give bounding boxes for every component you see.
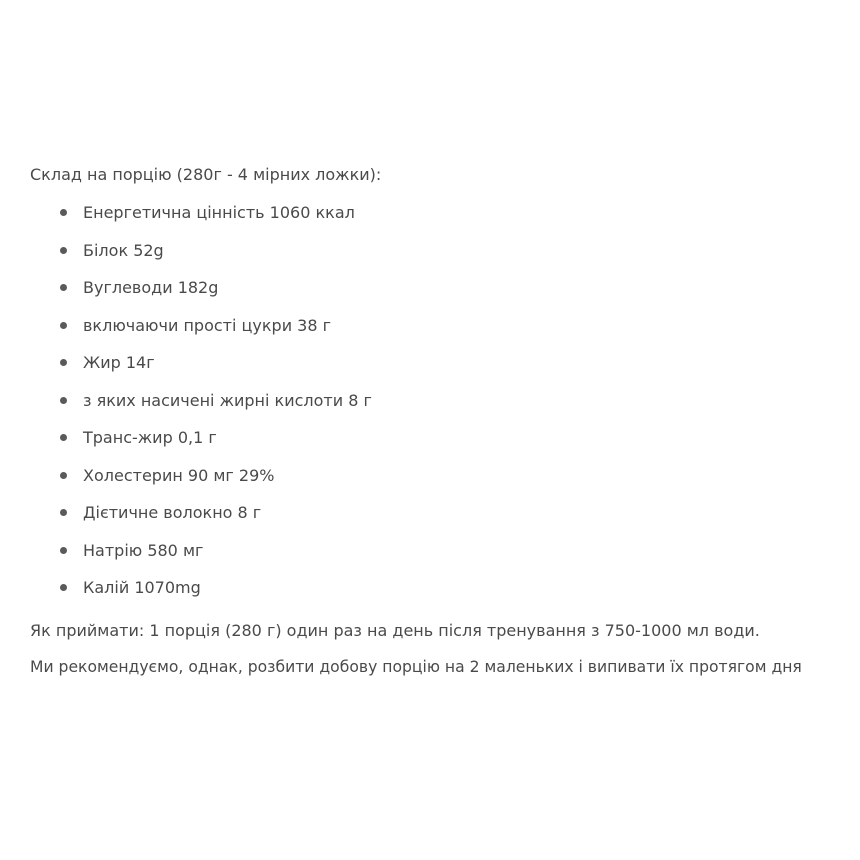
list-item xyxy=(30,269,845,307)
list-item xyxy=(30,532,845,570)
list-item xyxy=(30,307,845,345)
list-item-text: Натрію 580 мг xyxy=(83,540,204,560)
list-item-text: Жир 14г xyxy=(83,353,155,372)
bullet-icon xyxy=(60,247,67,254)
list-item xyxy=(30,569,845,607)
bullet-icon xyxy=(60,434,67,441)
recommendation-text: Ми рекомендуємо, однак, розбити добову порцію на 2 маленьких і випивати їх протягом дня xyxy=(30,657,802,676)
list-item-text: Дієтичне волокно 8 г xyxy=(83,503,262,522)
usage-instructions: Як приймати: 1 порція (280 г) один раз на день після тренування з 750-1000 мл води. xyxy=(30,620,760,640)
bullet-icon xyxy=(60,584,67,591)
list-item-text: Вуглеводи 182g xyxy=(83,278,219,297)
list-item-text: Калій 1070mg xyxy=(83,578,201,597)
bullet-icon xyxy=(60,547,67,554)
list-item-text: Білок 52g xyxy=(83,240,164,260)
bullet-icon xyxy=(60,472,67,479)
list-item xyxy=(30,344,845,382)
list-item-text: Транс-жир 0,1 г xyxy=(83,428,217,447)
list-item-text: Енергетична цінність 1060 ккал xyxy=(83,203,355,222)
list-item-text: включаючи прості цукри 38 г xyxy=(83,315,332,335)
product-composition xyxy=(30,164,845,678)
bullet-icon xyxy=(60,509,67,516)
list-item xyxy=(30,382,845,420)
list-item xyxy=(30,494,845,532)
list-item-text: Холестерин 90 мг 29% xyxy=(83,465,275,485)
list-item-text: з яких насичені жирні кислоти 8 г xyxy=(83,390,372,410)
nutrition-list xyxy=(30,194,845,607)
list-item xyxy=(30,194,845,232)
bullet-icon xyxy=(60,209,67,216)
bullet-icon xyxy=(60,322,67,329)
composition-intro: Склад на порцію (280г - 4 мірних ложки): xyxy=(30,165,382,184)
bullet-icon xyxy=(60,284,67,291)
bullet-icon xyxy=(60,359,67,366)
bullet-icon xyxy=(60,397,67,404)
list-item xyxy=(30,457,845,495)
list-item xyxy=(30,419,845,457)
list-item xyxy=(30,232,845,270)
